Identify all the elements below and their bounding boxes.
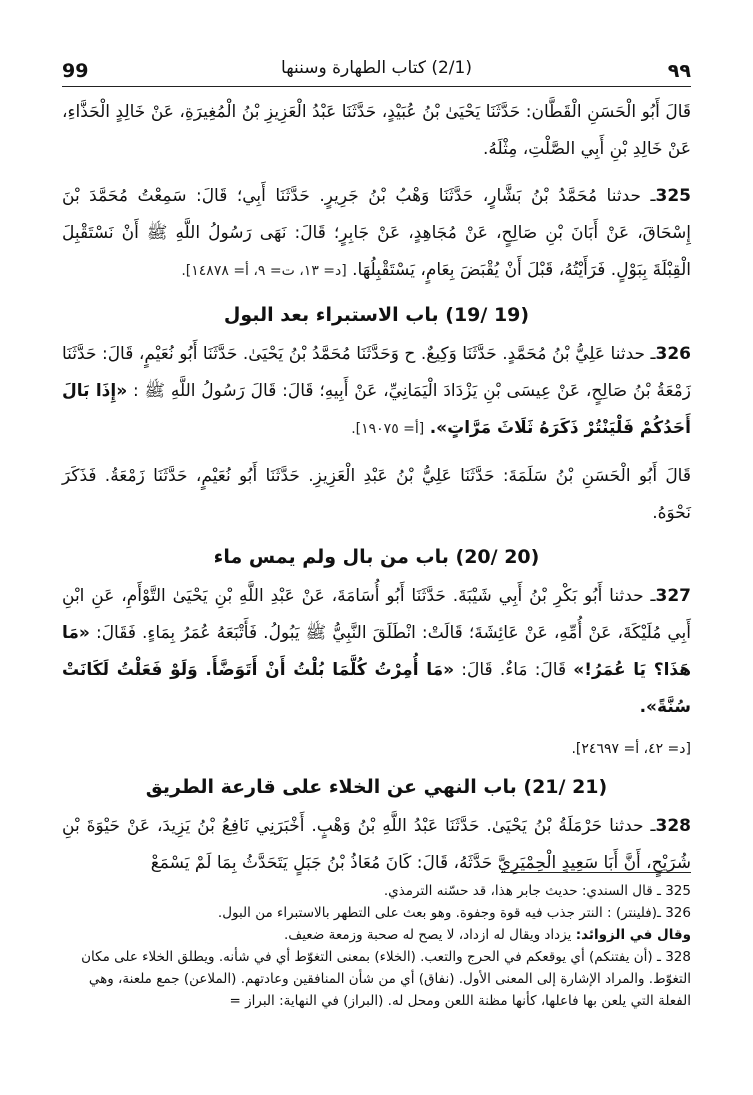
- hadith-reference: [د= ٤٢، أ= ٢٤٦٩٧].: [571, 741, 691, 757]
- hadith-reference: [د= ١٣، ت= ٩، أ= ١٤٨٧٨].: [181, 263, 347, 279]
- page-number-latin: 99: [62, 60, 89, 82]
- hadith-326: [62, 336, 691, 448]
- footnote-text: يزداد ويقال له ازداد، لا يصح له صحبة وزمعة ضعيف.: [283, 927, 572, 943]
- hadith-chain: ـ حدثنا أَبُو بَكْرِ بْنُ أَبِي شَيْبَةَ. حَدَّثَنَا أَبُو أُسَامَةَ، عَنْ عَبْدِ اللَّهِ بْنِ يَحْيَىٰ التَّوْأَمِ، عَنِ ابْنِ أَبِي مُلَيْكَةَ، عَنْ أُمِّهِ، عَنْ عَائِشَةَ؛ قَالَتْ: انْطَلَقَ النَّبِيُّ ﷺ يَبُولُ. فَأَتْبَعَهُ عُمَرُ بِمَاءٍ. فَقَالَ:: [62, 586, 692, 643]
- hadith-text: «إِذَا بَالَ أَحَدُكُمْ فَلْيَنْتُرْ ذَكَرَهُ ثَلَاثَ مَرَّاتٍ».: [62, 381, 691, 438]
- main-text: [62, 94, 691, 892]
- chapter-heading-21: (21 /21) باب النهي عن الخلاء على قارعة الطريق: [145, 776, 608, 798]
- paragraph-abu-hasan-qattan: قَالَ أَبُو الْحَسَنِ الْقَطَّان: حَدَّثَنَا يَحْيَىٰ بْنُ عُبَيْدٍ، حَدَّثَنَا عَبْدُ الْعَزِيزِ بْنُ الْمُغِيرَةِ، عَنْ خَالِدٍ الْحَذَّاءِ، عَنْ خَالِدِ بْنِ أَبِي الصَّلْتِ، مِثْلَهُ.: [62, 102, 691, 159]
- footnote-326a: 326 ـ(فلينتر) : النتر جذب فيه قوة وجفوة. وهو بعث على التطهر بالاستبراء من البول.: [217, 905, 691, 921]
- hadith-325: [62, 178, 691, 290]
- footnote-326b: [62, 924, 691, 946]
- hadith-chain: ـ حدثنا مُحَمَّدُ بْنُ بَشَّارٍ، حَدَّثَنَا وَهْبُ بْنُ جَرِيرٍ. حَدَّثَنَا أَبِي؛ قَالَ: سَمِعْتُ مُحَمَّدَ بْنَ إِسْحَاقَ، عَنْ أَبَانَ بْنِ صَالِحٍ، عَنْ مُجَاهِدٍ، عَنْ جَابِرٍ؛ قَالَ: نَهَى رَسُولُ اللَّهِ ﷺ أَنْ نَسْتَقْبِلَ الْقِبْلَةَ بِبَوْلٍ. فَرَأَيْتُهُ، قَبْلَ أَنْ يُقْبَضَ بِعَامٍ، يَسْتَقْبِلُهَا.: [62, 186, 691, 280]
- footnote-divider: [501, 872, 691, 873]
- hadith-text: «مَا أُمِرْتُ كُلَّمَا بُلْتُ أَنْ أَتَوَضَّأَ. وَلَوْ فَعَلْتُ لَكَانَتْ سُنَّةً».: [62, 660, 691, 717]
- hadith-connector: قَالَ: مَاءٌ. قَالَ:: [461, 660, 567, 680]
- hadith-number: 328: [655, 816, 691, 836]
- hadith-number: 325: [655, 186, 691, 206]
- page-number-arabic: ٩٩: [667, 60, 691, 82]
- hadith-328: [62, 808, 691, 882]
- hadith-number: 326: [655, 344, 691, 364]
- footnotes: [62, 880, 691, 1012]
- chapter-heading-19: (19 /19) باب الاستبراء بعد البول: [223, 304, 530, 326]
- hadith-chain: ـ حدثنا حَرْمَلَةُ بْنُ يَحْيَىٰ. حَدَّثَنَا عَبْدُ اللَّهِ بْنُ وَهْبٍ. أَخْبَرَنِي نَافِعُ بْنُ يَزِيدَ، عَنْ حَيْوَةَ بْنِ شُرَيْحٍ، أَنَّ أَبَا سَعِيدٍ الْحِمْيَرِيَّ حَدَّثَهُ، قَالَ: كَانَ مُعَاذُ بْنُ جَبَلٍ يَتَحَدَّثُ بِمَا لَمْ يَسْمَعْ: [62, 816, 691, 873]
- chapter-heading-20: (20 /20) باب من بال ولم يمس ماء: [213, 546, 540, 568]
- running-title: (2/1) كتاب الطهارة وسننها: [281, 58, 472, 78]
- hadith-text: «مَا هَذَا؟ يَا عُمَرُ!»: [62, 623, 692, 680]
- hadith-327: [62, 578, 691, 726]
- paragraph-abu-hasan-salama: قَالَ أَبُو الْحَسَنِ بْنُ سَلَمَةَ: حَدَّثَنَا عَلِيُّ بْنُ عَبْدِ الْعَزِيزِ. حَدَّثَنَا أَبُو نُعَيْمٍ، حَدَّثَنَا زَمْعَةُ. فَذَكَرَ نَحْوَهُ.: [62, 466, 691, 523]
- hadith-reference: [أ= ١٩٠٧٥].: [351, 421, 425, 437]
- page-header: [62, 52, 691, 87]
- footnote-label: وقال في الزوائد:: [575, 927, 691, 943]
- footnote-328: 328 ـ (أن يفتنكم) أي يوقعكم في الحرج والتعب. (الخلاء) بمعنى التغوّط أي في شأنه. ويطلق الخلاء على مكان التغوّط. والمراد الإشارة إلى المعنى الأول. (نفاق) أي من شأن المنافقين وعادتهم. (الملاعن) جمع ملعنة، وهي الفعلة التي يلعن بها فاعلها، كأنها مظنة اللعن ومحل له. (البراز) في النهاية: البراز =: [81, 949, 691, 1009]
- footnote-325: 325 ـ قال السندي: حديث جابر هذا، قد حسّنه الترمذي.: [383, 883, 691, 899]
- hadith-number: 327: [655, 586, 691, 606]
- hadith-chain: ـ حدثنا عَلِيُّ بْنُ مُحَمَّدٍ. حَدَّثَنَا وَكِيعٌ. ح وَحَدَّثَنَا مُحَمَّدُ بْنُ يَحْيَىٰ. حَدَّثَنَا أَبُو نُعَيْمٍ، قَالَ: حَدَّثَنَا زَمْعَةُ بْنُ صَالِحٍ، عَنْ عِيسَى بْنِ يَزْدَادَ الْيَمَانِيِّ، عَنْ أَبِيهِ؛ قَالَ: قَالَ رَسُولُ اللَّهِ ﷺ :: [62, 344, 691, 401]
